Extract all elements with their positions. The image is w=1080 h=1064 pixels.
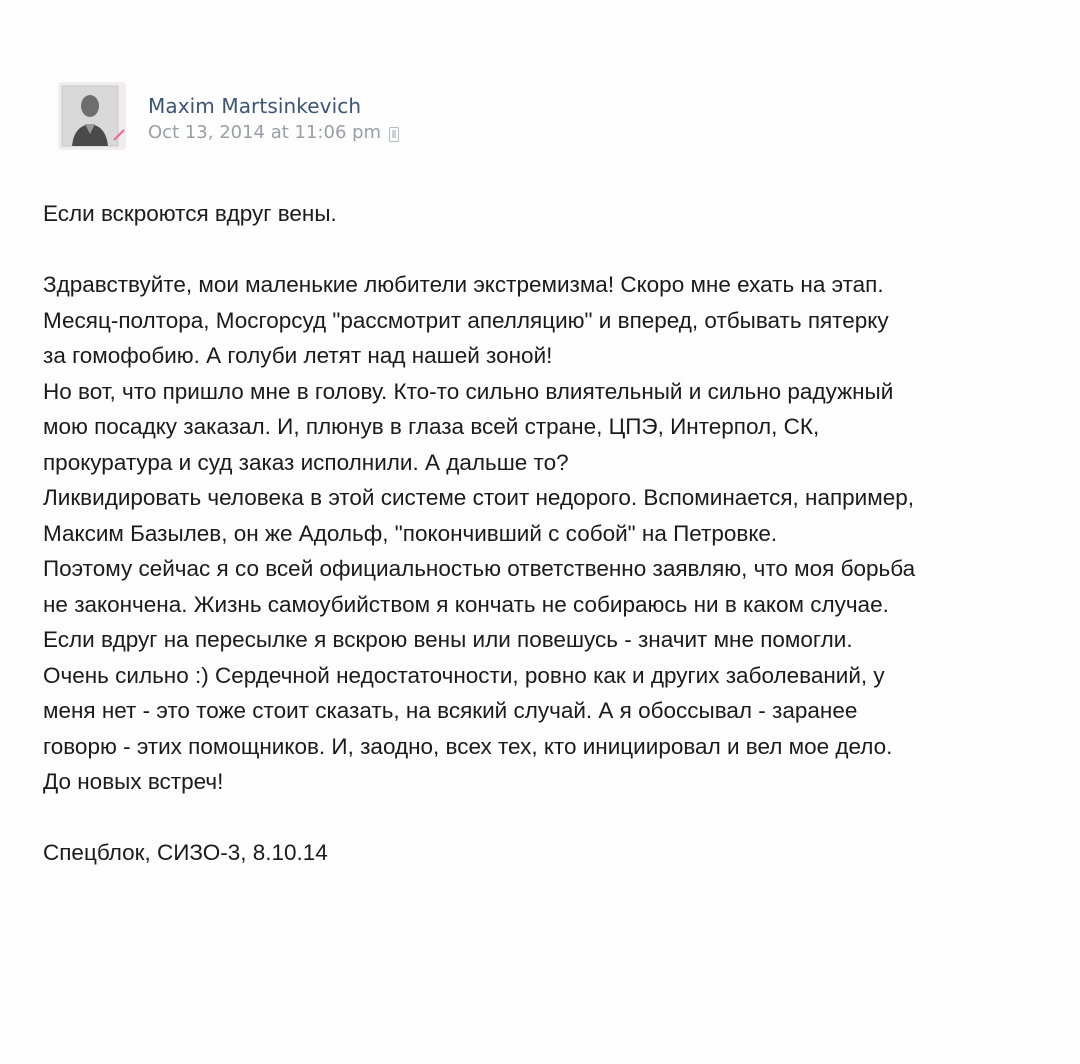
paragraph-gap xyxy=(43,232,1053,268)
post-text xyxy=(43,196,1053,871)
post-timestamp[interactable]: Oct 13, 2014 at 11:06 pm xyxy=(148,122,382,143)
post-signature: Спецблок, СИЗО-3, 8.10.14 xyxy=(43,840,328,865)
post-header xyxy=(58,82,399,150)
phone-icon xyxy=(389,127,399,142)
author-block xyxy=(148,94,399,144)
post-main-paragraph: Здравствуйте, мои маленькие любители экстремизма! Скоро мне ехать на этап. Месяц-полтора, Мосгорсуд "рассмотрит апелляцию" и вперед, отбывать пятерку за гомофобию. А голуби летят над нашей зоной! Но вот, что пришло мне в голову. Кто-то сильно влиятельный и сильно радужный мою посадку заказал. И, плюнув в глаза всей стране, ЦПЭ, Интерпол, СК, прокуратура и суд заказ исполнили. А дальше то? Ликвидировать человека в этой системе стоит недорого. Вспоминается, например, Максим Базылев, он же Адольф, "покончивший с собой" на Петровке. Поэтому сейчас я со всей официальностью ответственно заявляю, что моя борьба не закончена. Жизнь самоубийством я кончать не собираюсь ни в каком случае. Если вдруг на пересылке я вскрою вены или повешусь - значит мне помогли. Очень сильно :) Сердечной недостаточности, ровно как и других заболеваний, у меня нет - это тоже стоит сказать, на всякий случай. А я обоссывал - заранее говорю - этих помощников. И, заодно, всех тех, кто инициировал и вел мое дело. До новых встреч! xyxy=(43,272,916,794)
post-meta xyxy=(148,122,399,144)
avatar[interactable] xyxy=(58,82,126,150)
author-name-link[interactable]: Maxim Martsinkevich xyxy=(148,94,362,118)
post-title-line: Если вскроются вдруг вены. xyxy=(43,201,337,226)
person-photo-icon xyxy=(58,82,126,150)
paragraph-gap xyxy=(43,800,1053,836)
